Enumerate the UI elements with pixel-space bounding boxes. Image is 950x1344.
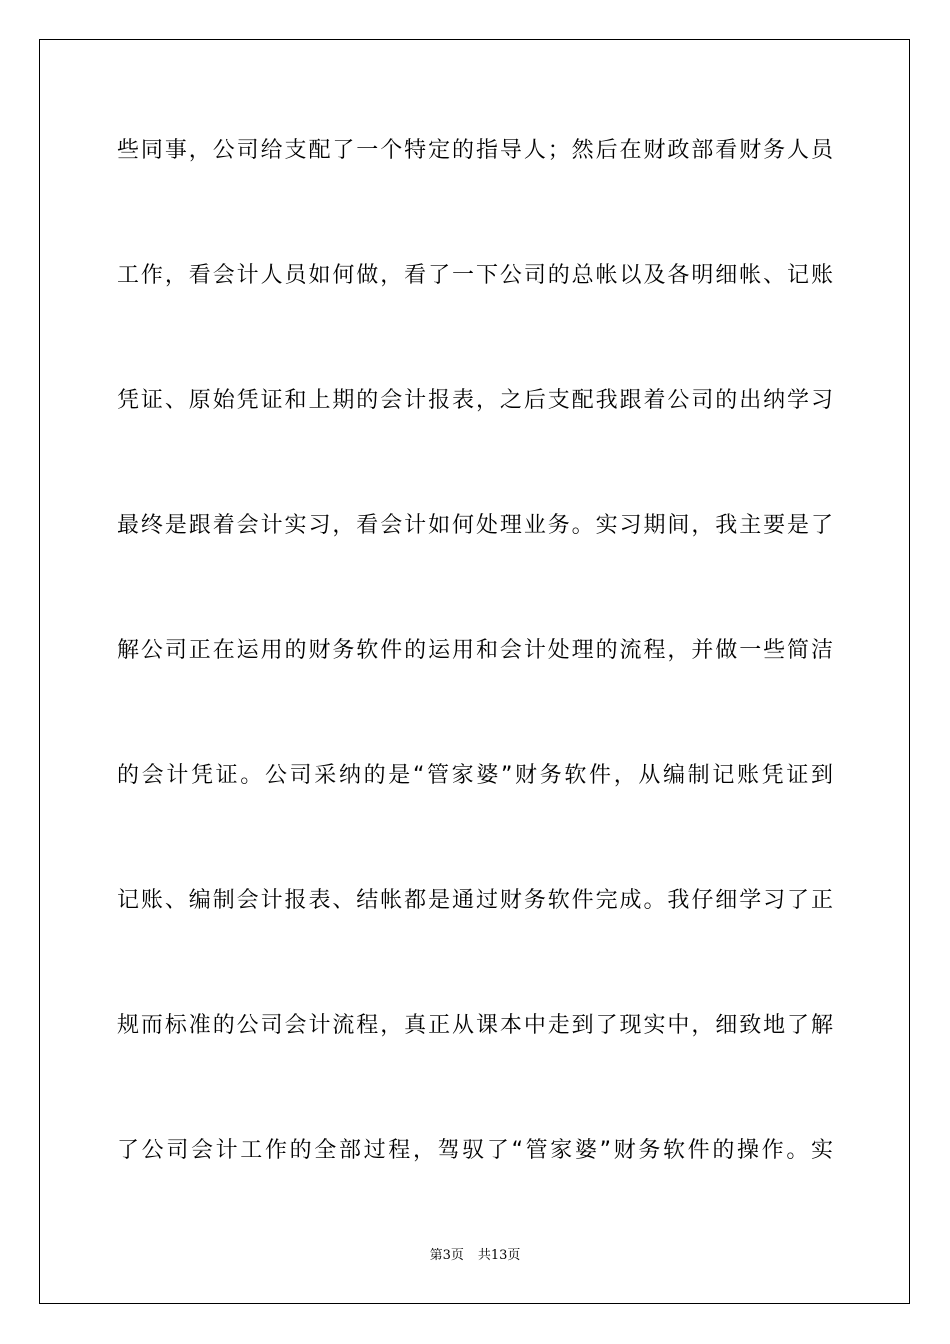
text-line: 的会计凭证。公司采纳的是“管家婆”财务软件，从编制记账凭证到 — [117, 763, 833, 788]
text-line: 些同事，公司给支配了一个特定的指导人；然后在财政部看财务人员 — [117, 138, 833, 163]
text-line: 规而标准的公司会计流程，真正从课本中走到了现实中，细致地了解 — [117, 1013, 833, 1038]
page-footer — [0, 1246, 950, 1266]
page-number: 第3页 — [429, 1248, 464, 1263]
page-total: 共13页 — [477, 1248, 521, 1263]
text-line: 解公司正在运用的财务软件的运用和会计处理的流程，并做一些简洁 — [117, 638, 833, 663]
text-line: 记账、编制会计报表、结帐都是通过财务软件完成。我仔细学习了正 — [117, 888, 833, 913]
text-line: 工作，看会计人员如何做，看了一下公司的总帐以及各明细帐、记账 — [117, 263, 833, 288]
text-line: 了公司会计工作的全部过程，驾驭了“管家婆”财务软件的操作。实 — [117, 1138, 833, 1163]
document-body — [117, 126, 833, 1251]
text-line: 凭证、原始凭证和上期的会计报表，之后支配我跟着公司的出纳学习 — [117, 388, 833, 413]
text-line: 最终是跟着会计实习，看会计如何处理业务。实习期间，我主要是了 — [117, 513, 833, 538]
